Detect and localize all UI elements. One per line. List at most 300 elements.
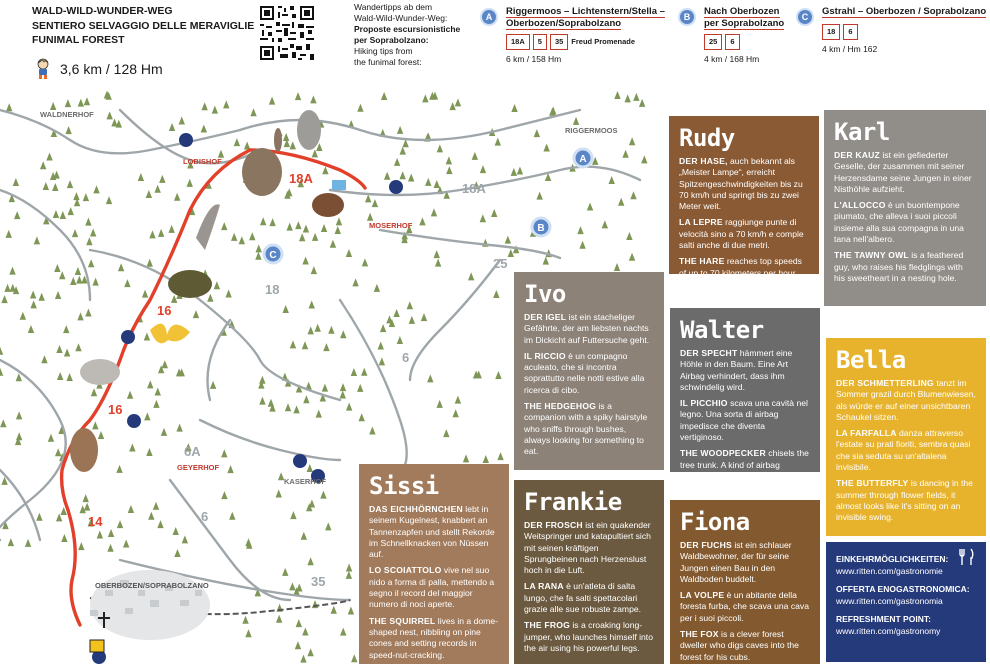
- tree-icon: [308, 326, 314, 334]
- card-rudy: [669, 116, 819, 289]
- tree-icon: [144, 412, 150, 420]
- route-marker-c-label: C: [269, 250, 277, 261]
- tree-icon: [84, 503, 90, 511]
- card-rudy-name: Rudy: [679, 124, 735, 152]
- walter-it-text: scava una cavità nel legno. Una sorta di airbag impedisce che diventa vertiginoso.: [680, 398, 808, 443]
- tree-icon: [505, 236, 511, 244]
- walter-it-key: IL PICCHIO: [680, 398, 728, 409]
- trail-number-18: 18: [265, 282, 280, 297]
- card-frankie: [514, 480, 664, 664]
- tree-icon: [295, 221, 301, 229]
- tree-icon: [40, 161, 46, 169]
- tree-icon: [16, 432, 22, 440]
- tree-icon: [307, 464, 313, 472]
- card-fiona-name: Fiona: [680, 508, 750, 536]
- tree-icon: [587, 202, 593, 210]
- info-de-link[interactable]: www.ritten.com/gastronomie: [836, 565, 943, 576]
- tree-icon: [378, 341, 384, 349]
- karl-en-key: THE TAWNY OWL: [834, 250, 909, 261]
- info-point-icon[interactable]: [90, 640, 104, 652]
- place-waldnerhof: WALDNERHOF: [40, 110, 94, 119]
- sissi-en-text: lives in a dome-shaped nest, nibbling on pine cones and setting records in speed-nut-cracking.: [369, 615, 498, 660]
- rudy-en-key: THE HARE: [679, 256, 725, 267]
- tree-icon: [57, 372, 63, 380]
- tree-icon: [161, 428, 167, 436]
- tree-icon: [315, 324, 321, 332]
- frankie-de-text: ist ein quakender Weitspringer und katapultiert sich mit seinen kräftigen Sprungbeinen nach Herzenslust hoch in die Luft.: [524, 520, 651, 576]
- tree-icon: [626, 232, 632, 240]
- tree-icon: [97, 531, 103, 539]
- tree-icon: [629, 137, 635, 145]
- tree-icon: [148, 512, 154, 520]
- walter-de-key: DER SPECHT: [680, 348, 738, 358]
- tree-icon: [182, 535, 188, 543]
- tree-icon: [276, 489, 282, 497]
- tree-icon: [283, 133, 289, 141]
- bella-en-text: is dancing in the summer through flower fields, it almost looks like it's sitting on an invisible swing.: [836, 478, 973, 523]
- frankie-en-key: THE FROG: [524, 620, 570, 631]
- tree-icon: [158, 229, 164, 237]
- tree-icon: [98, 431, 104, 439]
- trail-number-14: 14: [88, 514, 103, 529]
- tree-icon: [0, 347, 3, 355]
- tree-icon: [52, 183, 58, 191]
- tree-icon: [352, 278, 358, 286]
- tree-icon: [614, 91, 620, 99]
- tree-icon: [85, 309, 91, 317]
- tree-icon: [639, 99, 645, 107]
- tree-icon: [159, 175, 165, 183]
- tree-icon: [543, 257, 549, 265]
- tree-icon: [434, 250, 440, 258]
- owl-icon: [297, 110, 321, 150]
- route-marker-b: B: [678, 8, 696, 26]
- route-a-length: 6 km / 158 Hm: [506, 54, 562, 64]
- ivo-en-key: THE HEDGEHOG: [524, 401, 597, 412]
- tree-icon: [4, 284, 10, 292]
- tree-icon: [30, 300, 36, 308]
- distance-info: [32, 58, 163, 80]
- tree-icon: [174, 193, 180, 201]
- card-bella: [826, 338, 986, 536]
- walter-en-key: THE WOODPECKER: [680, 448, 766, 459]
- tree-icon: [221, 491, 227, 499]
- tree-icon: [372, 199, 378, 207]
- tree-icon: [116, 465, 122, 473]
- card-fiona: [670, 500, 820, 664]
- walter-en-text: chisels the tree trunk. A kind of airbag prevents him from getting dizzy.: [680, 448, 809, 481]
- tree-icon: [427, 374, 433, 382]
- place-moserhof: MOSERHOF: [369, 221, 413, 230]
- tree-icon: [346, 403, 352, 411]
- tree-icon: [608, 176, 614, 184]
- tree-icon: [92, 421, 98, 429]
- tree-icon: [296, 619, 302, 627]
- tree-icon: [234, 138, 240, 146]
- tree-icon: [399, 171, 405, 179]
- tree-icon: [91, 388, 97, 396]
- tree-icon: [92, 278, 98, 286]
- title-it: SENTIERO SELVAGGIO DELLE MERAVIGLIE: [32, 19, 255, 32]
- tree-icon: [221, 449, 227, 457]
- rudy-de-text: auch bekannt als „Meister Lampe“, erreicht Spitzengeschwindigkeiten bis zu 70 km/h und springt bis zu zwei Meter weit.: [679, 156, 803, 212]
- tree-icon: [244, 142, 250, 150]
- hiking-tips-intro: [354, 2, 484, 68]
- qr-code-icon[interactable]: [258, 4, 316, 62]
- fiona-de-key: DER FUCHS: [680, 540, 732, 550]
- route-b-name-1: Nach Oberbozen: [704, 6, 780, 17]
- tree-icon: [511, 168, 517, 176]
- tree-icon: [174, 549, 180, 557]
- route-b-name-2: per Soprabolzano: [704, 18, 785, 29]
- tree-icon: [365, 194, 371, 202]
- tree-icon: [65, 99, 71, 107]
- tree-icon: [146, 190, 152, 198]
- tree-icon: [128, 505, 134, 513]
- ivo-de-key: DER IGEL: [524, 312, 567, 322]
- tree-icon: [225, 290, 231, 298]
- tree-icon: [630, 191, 636, 199]
- tree-icon: [379, 357, 385, 365]
- rabbit-ear-icon: [274, 128, 282, 152]
- tree-icon: [400, 147, 406, 155]
- tree-icon: [443, 429, 449, 437]
- tree-icon: [67, 180, 73, 188]
- place-oberbozen: OBERBOZEN/SOPRABOLZANO: [95, 581, 209, 590]
- route-b-length: 4 km / 168 Hm: [704, 54, 760, 64]
- tree-icon: [201, 124, 207, 132]
- tree-icon: [6, 230, 12, 238]
- tree-icon: [397, 336, 403, 344]
- tree-icon: [20, 312, 26, 320]
- tree-icon: [497, 452, 503, 460]
- rudy-de-key: DER HASE,: [679, 156, 728, 166]
- tree-icon: [308, 301, 314, 309]
- tips-en-1: Hiking tips from: [354, 46, 413, 56]
- tree-icon: [214, 281, 220, 289]
- route-marker-b-label: B: [537, 223, 545, 234]
- tree-icon: [362, 258, 368, 266]
- tree-icon: [227, 465, 233, 473]
- tree-icon: [323, 343, 329, 351]
- bella-en-key: THE BUTTERFLY: [836, 478, 909, 489]
- tree-icon: [491, 209, 497, 217]
- card-karl: [824, 110, 986, 306]
- tree-icon: [480, 214, 486, 222]
- bella-it-key: LA FARFALLA: [836, 428, 897, 439]
- tree-icon: [351, 368, 357, 376]
- tree-icon: [307, 557, 313, 565]
- tree-icon: [255, 252, 261, 260]
- sissi-it-key: LO SCOIATTOLO: [369, 565, 442, 576]
- tree-icon: [301, 532, 307, 540]
- tree-icon: [369, 426, 375, 434]
- tree-icon: [155, 387, 161, 395]
- tree-icon: [34, 236, 40, 244]
- tree-icon: [138, 173, 144, 181]
- rabbit-running-icon: [312, 193, 344, 217]
- tree-icon: [348, 606, 354, 614]
- tree-icon: [340, 383, 346, 391]
- tree-icon: [299, 233, 305, 241]
- route-c[interactable]: [801, 6, 987, 55]
- tree-icon: [260, 217, 266, 225]
- rudy-it-key: LA LEPRE: [679, 217, 723, 228]
- tree-icon: [259, 376, 265, 384]
- tree-icon: [434, 180, 440, 188]
- tree-icon: [28, 325, 34, 333]
- tree-icon: [239, 236, 245, 244]
- trail-number-25: 25: [493, 256, 508, 271]
- tree-icon: [472, 152, 478, 160]
- card-karl-name: Karl: [834, 118, 890, 146]
- tree-icon: [38, 293, 44, 301]
- route-a[interactable]: [485, 6, 665, 65]
- tree-icon: [618, 198, 624, 206]
- tree-icon: [187, 179, 193, 187]
- tree-icon: [77, 312, 83, 320]
- trail-number-6: 6: [402, 350, 410, 365]
- tree-icon: [123, 540, 129, 548]
- tree-icon: [259, 397, 265, 405]
- tree-icon: [276, 615, 282, 623]
- card-sissi-name: Sissi: [369, 472, 439, 500]
- walter-de-text: hämmert eine Höhle in den Baum. Eine Art Airbag verhindert, dass ihm schwindelig wird.: [680, 348, 793, 392]
- tree-icon: [361, 368, 367, 376]
- sissi-de-key: DAS EICHHÖRNCHEN: [369, 504, 463, 514]
- tree-icon: [290, 511, 296, 519]
- tree-icon: [154, 185, 160, 193]
- tree-icon: [9, 267, 15, 275]
- tree-icon: [210, 381, 216, 389]
- route-a-name-1: Riggermoos – Lichtenstern/Stella –: [506, 6, 665, 17]
- tree-icon: [55, 448, 61, 456]
- tree-icon: [8, 538, 14, 546]
- tree-icon: [90, 229, 96, 237]
- tree-icon: [384, 172, 390, 180]
- tree-icon: [53, 210, 59, 218]
- tree-icon: [56, 345, 62, 353]
- info-en-link[interactable]: www.ritten.com/gastronomy: [836, 625, 941, 636]
- place-kaserhof: KASERHOF: [284, 477, 327, 486]
- tree-icon: [223, 100, 229, 108]
- tree-icon: [59, 271, 65, 279]
- tree-icon: [68, 207, 74, 215]
- tree-icon: [419, 217, 425, 225]
- tree-icon: [302, 256, 308, 264]
- rudy-en-text: reaches top speeds of up to 70 kilometers per hour and jumps of to two meters.: [679, 256, 802, 289]
- tree-icon: [153, 400, 159, 408]
- tree-icon: [325, 522, 331, 530]
- tree-icon: [146, 448, 152, 456]
- card-walter-name: Walter: [680, 316, 764, 344]
- bella-it-text: danza attraverso l'estate su prati fioriti, sembra quasi che sia seduta su un'altalena invisibile.: [836, 428, 971, 473]
- card-walter: [670, 308, 820, 481]
- tree-icon: [407, 301, 413, 309]
- card-ivo-name: Ivo: [524, 280, 566, 308]
- tree-icon: [46, 152, 52, 160]
- sissi-en-key: THE SQUIRREL: [369, 615, 436, 626]
- tree-icon: [212, 106, 218, 114]
- tree-icon: [408, 173, 414, 181]
- woodpecker-icon: [196, 204, 220, 250]
- tree-icon: [511, 104, 517, 112]
- tree-icon: [455, 396, 461, 404]
- tree-icon: [231, 233, 237, 241]
- tree-icon: [48, 434, 54, 442]
- hiker-boy-icon: [32, 58, 54, 80]
- tree-icon: [13, 178, 19, 186]
- route-marker-a: A: [480, 8, 498, 26]
- tree-icon: [144, 333, 150, 341]
- tree-icon: [106, 196, 112, 204]
- tree-icon: [43, 182, 49, 190]
- tree-icon: [16, 411, 22, 419]
- tree-icon: [316, 410, 322, 418]
- tree-icon: [229, 512, 235, 520]
- tree-icon: [256, 244, 262, 252]
- tree-icon: [320, 491, 326, 499]
- tree-icon: [421, 313, 427, 321]
- tree-icon: [381, 92, 387, 100]
- tree-icon: [117, 520, 123, 528]
- karl-it-key: L'ALLOCCO: [834, 200, 886, 211]
- tree-icon: [335, 226, 341, 234]
- tree-icon: [153, 502, 159, 510]
- tree-icon: [446, 166, 452, 174]
- route-a-trail-number: 5: [533, 34, 547, 50]
- tree-icon: [351, 654, 357, 662]
- tree-icon: [268, 399, 274, 407]
- tree-icon: [425, 178, 431, 186]
- tree-icon: [295, 92, 301, 100]
- trail-number-6a: 6A: [184, 444, 201, 459]
- tree-icon: [495, 371, 501, 379]
- tree-icon: [54, 264, 60, 272]
- tree-icon: [84, 97, 90, 105]
- place-riggermoos: RIGGERMOOS: [565, 126, 618, 135]
- map-title: [32, 4, 254, 48]
- tree-icon: [245, 538, 251, 546]
- card-bella-name: Bella: [836, 346, 906, 374]
- tree-icon: [0, 419, 6, 427]
- fiona-it-key: LA VOLPE: [680, 590, 725, 601]
- tree-icon: [437, 144, 443, 152]
- trail-number-35: 35: [311, 574, 326, 589]
- tree-icon: [146, 259, 152, 267]
- tree-icon: [358, 413, 364, 421]
- tree-icon: [108, 529, 114, 537]
- tree-icon: [75, 267, 81, 275]
- fiona-de-text: ist ein schlauer Waldbewohner, der für seine Jungen einen Bau in den Waldboden buddelt.: [680, 540, 792, 584]
- tree-icon: [577, 226, 583, 234]
- frankie-it-text: è un'atleta di salta lungo, che fa salti spettacolari grazie alle sue robuste zampe.: [524, 581, 642, 615]
- fork-knife-icon: [958, 548, 976, 566]
- tree-icon: [435, 259, 441, 267]
- tree-icon: [534, 129, 540, 137]
- tree-icon: [201, 102, 207, 110]
- tree-icon: [245, 629, 251, 637]
- tree-icon: [88, 259, 94, 267]
- tree-icon: [169, 123, 175, 131]
- tree-icon: [483, 455, 489, 463]
- frankie-en-text: is a croaking long-jumper, who launches himself into the air using his powerful legs.: [524, 620, 653, 653]
- tree-icon: [321, 224, 327, 232]
- restaurant-icon: [121, 330, 135, 344]
- card-frankie-name: Frankie: [524, 488, 622, 516]
- route-a-trail-number: 18A: [506, 34, 530, 50]
- tree-icon: [6, 103, 12, 111]
- tree-icon: [346, 249, 352, 257]
- tree-icon: [78, 542, 84, 550]
- tree-icon: [93, 185, 99, 193]
- tree-icon: [394, 158, 400, 166]
- tree-icon: [242, 616, 248, 624]
- info-en-head: REFRESHMENT POINT:: [836, 614, 931, 624]
- karl-de-key: DER KAUZ: [834, 150, 880, 160]
- tree-icon: [357, 384, 363, 392]
- route-marker-a-label: A: [579, 154, 587, 165]
- tree-icon: [309, 500, 315, 508]
- tree-icon: [311, 266, 317, 274]
- trail-number-18a-red: 18A: [289, 171, 313, 186]
- card-sissi: [359, 464, 509, 664]
- tree-icon: [64, 348, 70, 356]
- tree-icon: [269, 218, 275, 226]
- tree-icon: [106, 111, 112, 119]
- tree-icon: [493, 290, 499, 298]
- tree-icon: [328, 326, 334, 334]
- tree-icon: [468, 272, 474, 280]
- tips-de-2: Wald-Wild-Wunder-Weg:: [354, 13, 448, 23]
- fiona-it-text: è un abitante della foresta furba, che scava una cava per i suoi piccoli.: [680, 590, 809, 623]
- route-b-trail-number: 6: [725, 34, 739, 50]
- tree-icon: [207, 294, 213, 302]
- tree-icon: [85, 218, 91, 226]
- info-it-link[interactable]: www.ritten.com/gastronomia: [836, 595, 943, 606]
- restaurant-icon: [293, 454, 307, 468]
- frankie-de-key: DER FROSCH: [524, 520, 583, 530]
- tree-icon: [290, 141, 296, 149]
- tree-icon: [409, 316, 415, 324]
- tree-icon: [480, 165, 486, 173]
- karl-en-text: is a feathered guy, who raises his fledglings with his sweetheart in a nesting hole.: [834, 250, 964, 283]
- ivo-de-text: ist ein stacheliger Gefährte, der am liebsten nachts im Dickicht auf Futtersuche geht.: [524, 312, 650, 345]
- tips-it-1: Proposte escursionistiche: [354, 24, 461, 34]
- tree-icon: [312, 233, 318, 241]
- route-b[interactable]: [683, 6, 785, 65]
- tree-icon: [286, 223, 292, 231]
- hedgehog-icon: [80, 359, 120, 385]
- tree-icon: [282, 568, 288, 576]
- tree-icon: [65, 126, 71, 134]
- tree-icon: [455, 98, 461, 106]
- tree-icon: [322, 166, 328, 174]
- ivo-en-text: is a companion with a spiky hairstyle who sniffs through bushes, always looking for something to eat.: [524, 401, 648, 457]
- restaurant-icon: [389, 180, 403, 194]
- frog-icon: [168, 270, 212, 298]
- tree-icon: [302, 627, 308, 635]
- tree-icon: [293, 405, 299, 413]
- tree-icon: [176, 424, 182, 432]
- rudy-it-text: raggiunge punte di velocità sino a 70 km/h e comple salti anche di due metri.: [679, 217, 804, 251]
- tree-icon: [374, 284, 380, 292]
- tree-icon: [14, 211, 20, 219]
- tree-icon: [25, 539, 31, 547]
- tree-icon: [83, 494, 89, 502]
- tree-icon: [573, 117, 579, 125]
- karl-de-text: ist ein gefiederter Geselle, der zusammen mit seiner Herzensdame seine Jungen in einer Nisthöhle aufzieht.: [834, 150, 972, 194]
